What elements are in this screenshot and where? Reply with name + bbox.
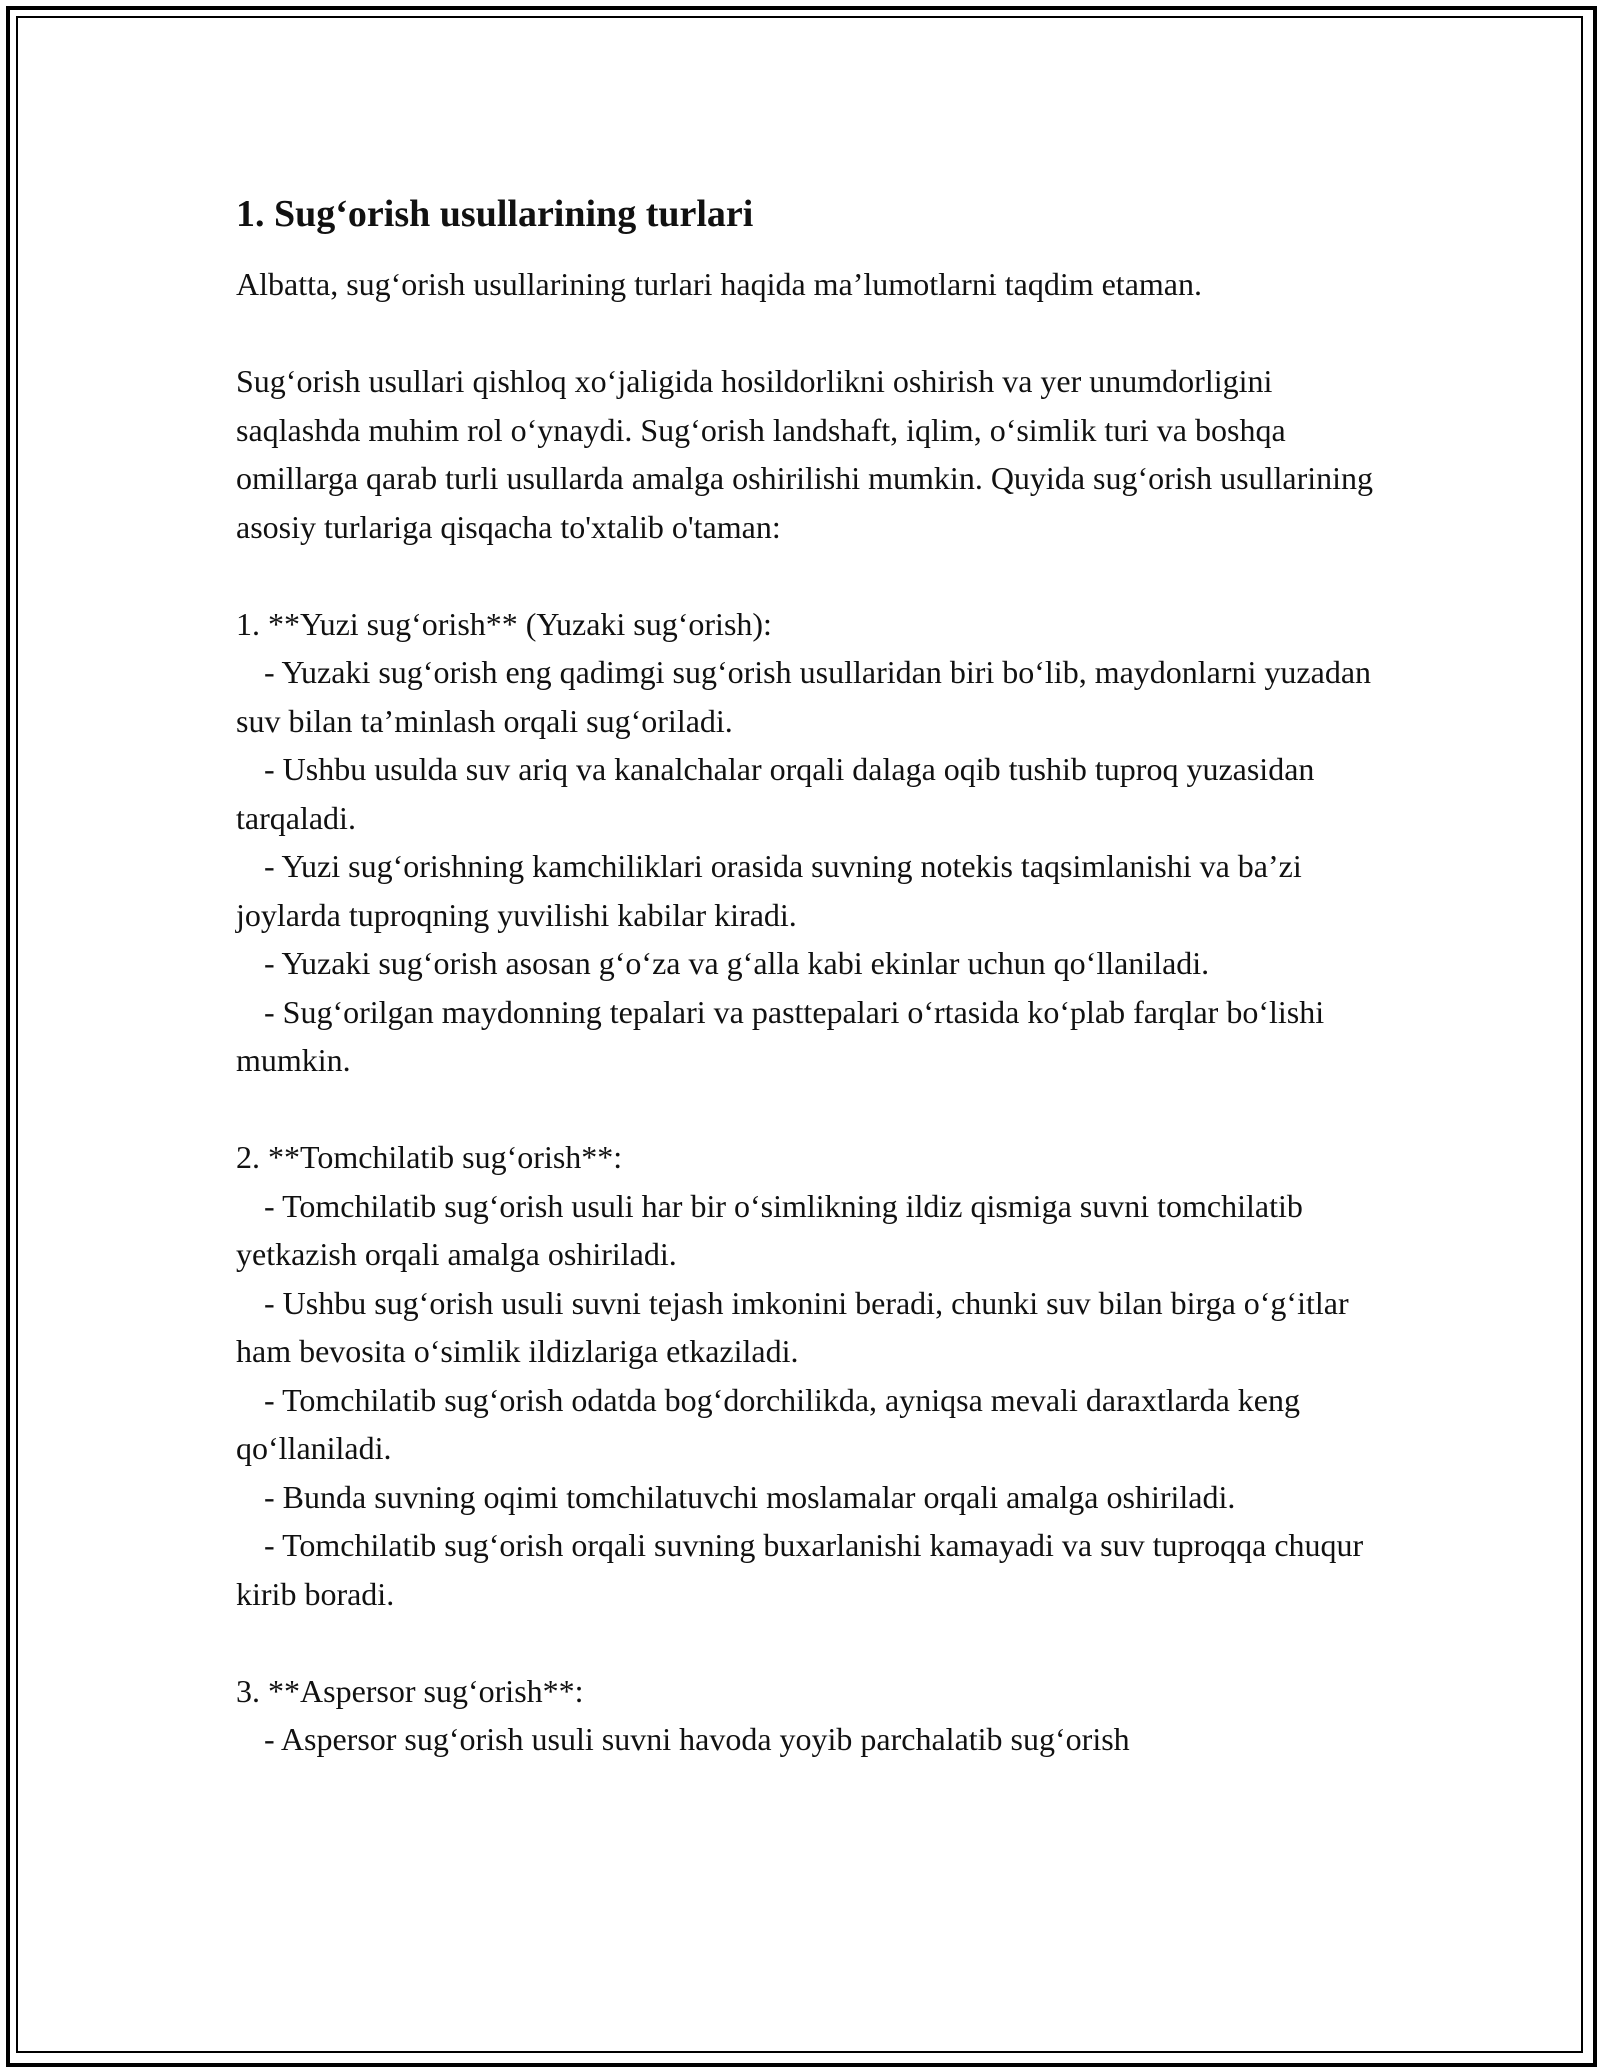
section-surface-irrigation — [236, 600, 1376, 1085]
list-item-text: - Bunda suvning oqimi tomchilatuvchi moslamalar orqali amalga oshiriladi. — [264, 1478, 1236, 1515]
list-item-text: - Tomchilatib sug‘orish usuli har bir o‘simlikning ildiz qismiga suvni tomchilatib yetkazish orqali amalga oshiriladi. — [236, 1187, 1303, 1272]
overview-paragraph: Sug‘orish usullari qishloq xo‘jaligida hosildorlikni oshirish va yer unumdorligini saqlashda muhim rol o‘ynaydi. Sug‘orish landshaft, iqlim, o‘simlik turi va boshqa omillarga qarab turli usullarda amalga oshirilishi mumkin. Quyida sug‘orish usullarining asosiy turlariga qisqacha to'xtalib o'taman: — [236, 363, 1373, 545]
list-item — [236, 1279, 1376, 1376]
list-item-text: - Sug‘orilgan maydonning tepalari va pasttepalari o‘rtasida ko‘plab farqlar bo‘lishi mumkin. — [236, 993, 1325, 1078]
list-item — [236, 648, 1376, 745]
list-item — [236, 939, 1376, 988]
list-item-text: - Aspersor sug‘orish usuli suvni havoda yoyib parchalatib sug‘orish — [264, 1721, 1130, 1757]
list-item-text: - Tomchilatib sug‘orish orqali suvning buxarlanishi kamayadi va suv tuproqqa chuqur kirib boradi. — [236, 1527, 1364, 1612]
list-item — [236, 1182, 1376, 1279]
list-item-text: - Ushbu usulda suv ariq va kanalchalar orqali dalaga oqib tushib tuproq yuzasidan tarqaladi. — [236, 751, 1315, 836]
intro-paragraph: Albatta, sug‘orish usullarining turlari haqida ma’lumotlarni taqdim etaman. — [236, 266, 1202, 302]
section-sprinkler-irrigation — [236, 1667, 1376, 1764]
list-item-text: - Ushbu sug‘orish usuli suvni tejash imkonini beradi, chunki suv bilan birga o‘g‘itlar ham bevosita o‘simlik ildizlariga etkaziladi. — [236, 1284, 1349, 1369]
section-heading: 3. **Aspersor sug‘orish**: — [236, 1672, 584, 1709]
list-item — [236, 745, 1376, 842]
section-drip-irrigation — [236, 1133, 1376, 1618]
list-item-text: - Yuzi sug‘orishning kamchiliklari orasida suvning notekis taqsimlanishi va ba’zi joylarda tuproqning yuvilishi kabilar kiradi. — [236, 848, 1302, 933]
list-item — [236, 988, 1376, 1085]
document-title: 1. Sug‘orish usullarining turlari — [236, 193, 754, 235]
list-item-text: - Yuzaki sug‘orish eng qadimgi sug‘orish usullaridan biri bo‘lib, maydonlarni yuzadan suv bilan ta’minlash orqali sug‘oriladi. — [236, 654, 1372, 739]
document-body — [236, 190, 1376, 1764]
paragraph-spacer — [236, 1618, 1376, 1667]
list-item — [236, 842, 1376, 939]
list-item — [236, 1376, 1376, 1473]
section-heading: 1. **Yuzi sug‘orish** (Yuzaki sug‘orish): — [236, 605, 772, 642]
list-item-text: - Tomchilatib sug‘orish odatda bog‘dorchilikda, ayniqsa mevali daraxtlarda keng qo‘llaniladi. — [236, 1381, 1300, 1466]
list-item — [236, 1715, 1376, 1764]
list-item-text: - Yuzaki sug‘orish asosan g‘o‘za va g‘alla kabi ekinlar uchun qo‘llaniladi. — [264, 945, 1210, 981]
paragraph-spacer — [236, 1085, 1376, 1134]
section-heading: 2. **Tomchilatib sug‘orish**: — [236, 1139, 623, 1175]
list-item — [236, 1473, 1376, 1522]
paragraph-spacer — [236, 309, 1376, 358]
paragraph-spacer — [236, 551, 1376, 600]
list-item — [236, 1521, 1376, 1618]
